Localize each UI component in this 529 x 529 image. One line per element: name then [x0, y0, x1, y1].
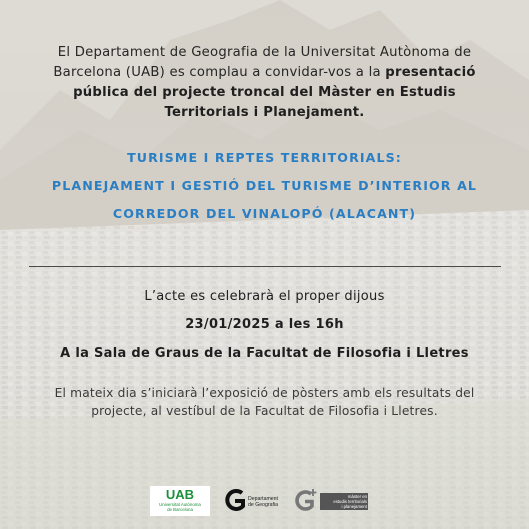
event-venue: A la Sala de Graus de la Facultat de Filosofia i Lletres [60, 346, 469, 361]
divider-line [29, 266, 501, 267]
uab-logo [150, 486, 210, 516]
poster-exhibition-note: El mateix dia s’iniciarà l’exposició de pòsters amb els resultats del projecte, al vestíbul de la Facultat de Filosofia i Lletres. [54, 386, 475, 418]
geography-g-icon [224, 487, 246, 515]
project-title-line-2: PLANEJAMENT I GESTIÓ DEL TURISME D’INTERIOR AL [51, 178, 478, 193]
geography-logo-text: Departament de Geografia [248, 496, 278, 508]
uab-logo-sub-1: Universitat Autònoma [159, 502, 201, 507]
intro-bold-text: presentació pública del projecte troncal del Màster en Estudis Territorials i Planejament. [73, 65, 476, 120]
uab-logo-sub-2: de Barcelona [167, 507, 193, 512]
intro-text: El Departament de Geografia de la Universitat Autònoma de Barcelona (UAB) es complau a convidar-vos a la [53, 45, 472, 80]
project-title-line-1: TURISME I REPTES TERRITORIALS: [127, 150, 402, 165]
project-title-line-3: CORREDOR DEL VINALOPÓ (ALACANT) [112, 206, 417, 221]
master-g-plus-icon [294, 487, 318, 515]
event-datetime: 23/01/2025 a les 16h [185, 317, 344, 332]
event-intro-line: L’acte es celebrarà el proper dijous [144, 289, 385, 304]
intro-paragraph [40, 43, 489, 123]
master-logo [294, 486, 372, 516]
master-logo-text: màster en estudis territorials i planejament [333, 494, 367, 509]
uab-logo-mark: UAB [165, 487, 195, 502]
department-geography-logo [224, 486, 284, 516]
